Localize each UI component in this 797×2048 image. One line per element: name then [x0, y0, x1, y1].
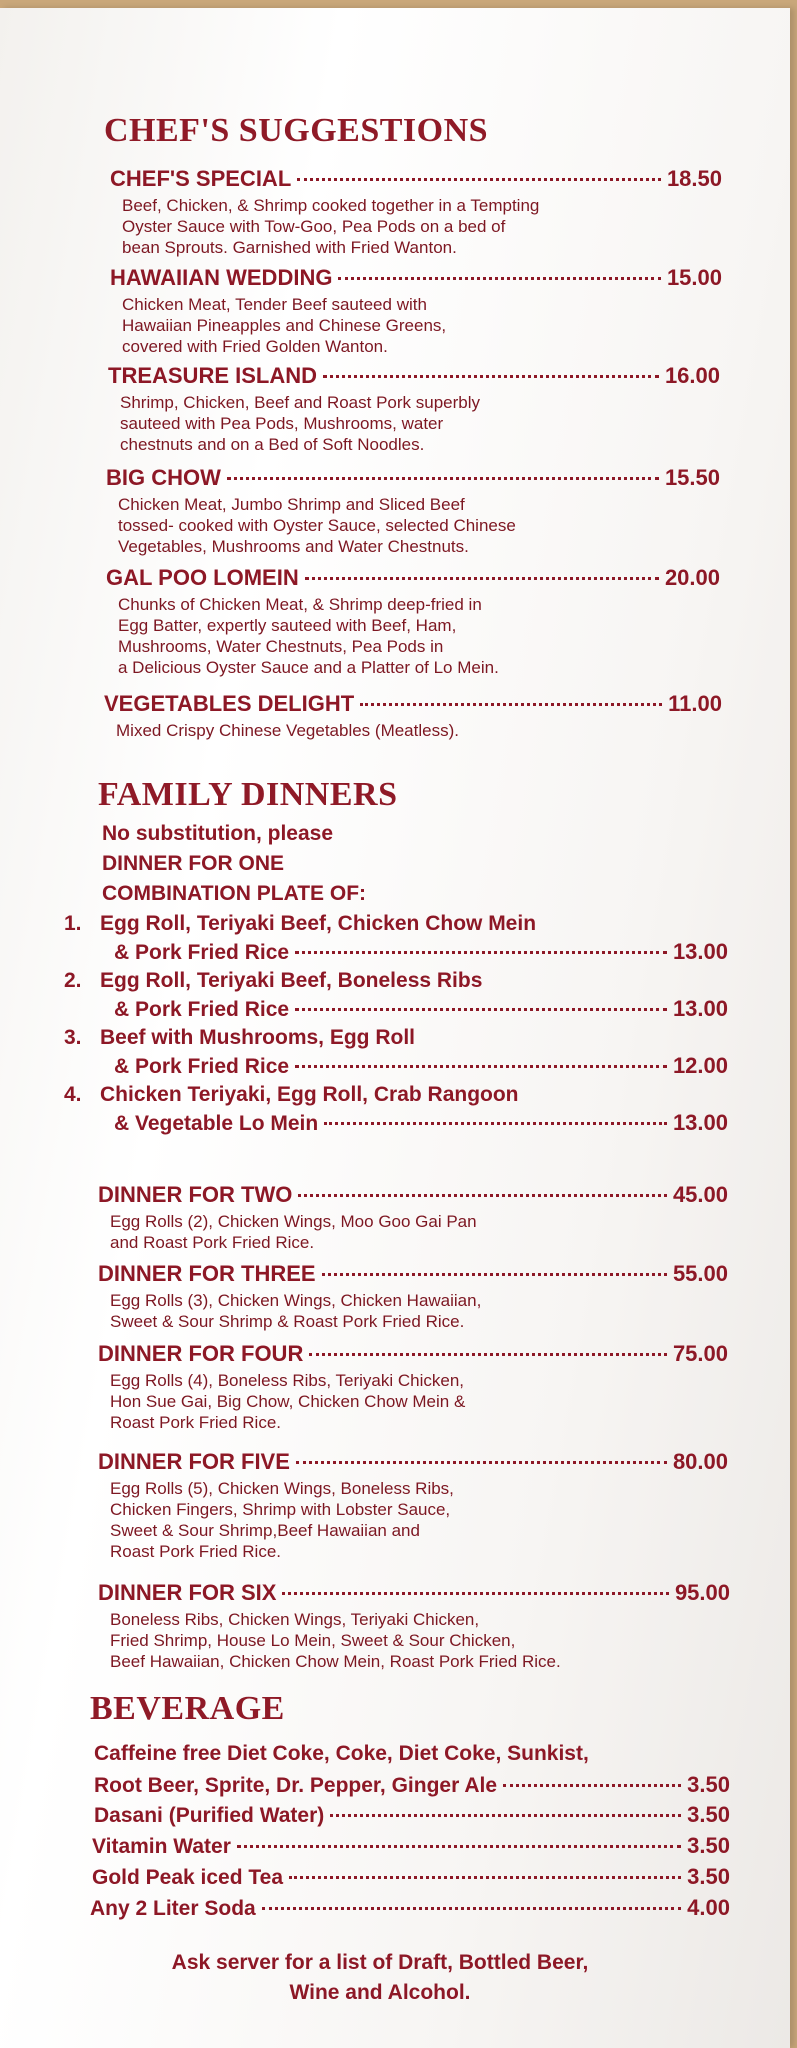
combo-price: 13.00 [672, 1110, 728, 1135]
dot-leader [309, 1353, 667, 1356]
dinner-for-three [98, 1261, 728, 1332]
combo-price: 13.00 [672, 939, 728, 964]
item-price: 15.00 [666, 265, 722, 290]
menu-item-treasure-island [108, 363, 720, 455]
beverage-item: Gold Peak iced Tea 3.50 [92, 1864, 730, 1889]
item-price: 75.00 [672, 1341, 728, 1366]
item-price: 3.50 [687, 1802, 730, 1827]
item-price: 20.00 [664, 565, 720, 590]
no-substitution-note: No substitution, please [102, 822, 334, 845]
item-name: GAL POO LOMEIN [106, 565, 299, 590]
item-price: 95.00 [674, 1580, 730, 1605]
menu-item-big-chow [106, 465, 720, 557]
combo-price: 12.00 [672, 1053, 728, 1078]
dot-leader [282, 1592, 668, 1595]
item-price: 3.50 [687, 1772, 730, 1797]
menu-page [0, 8, 790, 2048]
dinner-for-two [98, 1182, 728, 1253]
item-description: Chunks of Chicken Meat, & Shrimp deep-fried in Egg Batter, expertly sauteed with Beef, Ham, Mushrooms, Water Chestnuts, Pea Pods in a Delicious Oyster Sauce and a Platter of Lo Mein. [118, 595, 499, 677]
item-name: VEGETABLES DELIGHT [104, 691, 355, 716]
combo-line1: Chicken Teriyaki, Egg Roll, Crab Rangoon [100, 1083, 519, 1106]
combo-number: 4. [64, 1083, 82, 1106]
combo-price: 13.00 [672, 996, 728, 1021]
item-name: DINNER FOR THREE [98, 1261, 316, 1286]
dot-leader [297, 178, 661, 181]
dot-leader [305, 577, 659, 580]
combo-2 [114, 996, 728, 1022]
combination-plate-label: COMBINATION PLATE OF: [102, 882, 367, 905]
menu-item-chefs-special [110, 166, 722, 258]
dot-leader [227, 477, 659, 480]
item-price: 3.50 [687, 1833, 730, 1858]
dinner-for-six [98, 1580, 730, 1672]
menu-item-gal-poo-lomein [106, 565, 720, 678]
dot-leader [323, 375, 659, 378]
item-description: Egg Rolls (3), Chicken Wings, Chicken Hawaiian, Sweet & Sour Shrimp & Roast Pork Fried Rice. [110, 1291, 482, 1331]
combo-number: 2. [64, 969, 82, 992]
item-description: Egg Rolls (5), Chicken Wings, Boneless Ribs, Chicken Fingers, Shrimp with Lobster Sauce, Sweet & Sour Shrimp,Beef Hawaiian and Roast Pork Fried Rice. [110, 1479, 454, 1561]
item-description: Egg Rolls (2), Chicken Wings, Moo Goo Gai Pan and Roast Pork Fried Rice. [110, 1212, 477, 1252]
beverage-line: Caffeine free Diet Coke, Coke, Diet Coke, Sunkist, [94, 1742, 589, 1765]
beverage-item: Any 2 Liter Soda 4.00 [90, 1895, 730, 1920]
dot-leader [298, 1194, 667, 1197]
item-price: 15.50 [664, 465, 720, 490]
item-price: 18.50 [666, 166, 722, 191]
combo-line1: Egg Roll, Teriyaki Beef, Chicken Chow Mein [100, 912, 537, 935]
beverage-item: Dasani (Purified Water) 3.50 [94, 1802, 730, 1827]
dot-leader [295, 951, 667, 954]
dot-leader [324, 1122, 667, 1125]
beverage-item: Root Beer, Sprite, Dr. Pepper, Ginger Ale 3.50 [94, 1772, 730, 1797]
dot-leader [322, 1273, 667, 1276]
combo-line1: Egg Roll, Teriyaki Beef, Boneless Ribs [100, 969, 483, 992]
combo-number: 3. [64, 1026, 82, 1049]
dot-leader [237, 1845, 681, 1848]
dot-leader [503, 1784, 681, 1787]
menu-item-vegetables-delight [104, 691, 722, 741]
item-price: 3.50 [687, 1864, 730, 1889]
item-description: Shrimp, Chicken, Beef and Roast Pork superbly sauteed with Pea Pods, Mushrooms, water chestnuts and on a Bed of Soft Noodles. [120, 393, 481, 454]
item-price: 4.00 [687, 1895, 730, 1920]
dinner-for-one-label: DINNER FOR ONE [102, 852, 285, 875]
item-description: Boneless Ribs, Chicken Wings, Teriyaki Chicken, Fried Shrimp, House Lo Mein, Sweet & Sour Chicken, Beef Hawaiian, Chicken Chow Mein, Roast Pork Fried Rice. [110, 1610, 561, 1671]
alcohol-note: Ask server for a list of Draft, Bottled Beer, Wine and Alcohol. [171, 1951, 589, 2004]
dot-leader [338, 277, 660, 280]
dot-leader [262, 1907, 681, 1910]
dot-leader [295, 1008, 667, 1011]
beverage-item: Vitamin Water 3.50 [92, 1833, 730, 1858]
item-description: Chicken Meat, Tender Beef sauteed with Hawaiian Pineapples and Chinese Greens, covered with Fried Golden Wanton. [122, 295, 447, 356]
combo-line2: & Vegetable Lo Mein [114, 1112, 319, 1135]
combo-3 [114, 1053, 728, 1079]
dinner-for-four [98, 1341, 728, 1433]
item-price: 55.00 [672, 1261, 728, 1286]
item-name: DINNER FOR SIX [98, 1580, 277, 1605]
menu-item-hawaiian-wedding [110, 265, 722, 357]
combo-1 [114, 939, 728, 965]
item-name: DINNER FOR FOUR [98, 1341, 304, 1366]
combo-line2: & Pork Fried Rice [114, 1055, 290, 1078]
beverage-heading: BEVERAGE [90, 1690, 285, 1727]
combo-line2: & Pork Fried Rice [114, 941, 290, 964]
item-price: 80.00 [672, 1449, 728, 1474]
dot-leader [330, 1814, 681, 1817]
item-name: DINNER FOR FIVE [98, 1449, 290, 1474]
item-description: Chicken Meat, Jumbo Shrimp and Sliced Beef tossed- cooked with Oyster Sauce, selected Chinese Vegetables, Mushrooms and Water Chestnuts. [118, 495, 516, 556]
chefs-suggestions-heading: CHEF'S SUGGESTIONS [104, 112, 489, 149]
combo-line1: Beef with Mushrooms, Egg Roll [100, 1026, 416, 1049]
item-description: Mixed Crispy Chinese Vegetables (Meatless). [116, 721, 459, 740]
combo-number: 1. [64, 912, 82, 935]
dot-leader [360, 703, 662, 706]
combo-4 [114, 1110, 728, 1136]
dot-leader [289, 1876, 681, 1879]
item-name: HAWAIIAN WEDDING [110, 265, 333, 290]
combo-line2: & Pork Fried Rice [114, 998, 290, 1021]
family-dinners-heading: FAMILY DINNERS [98, 776, 398, 813]
dot-leader [295, 1065, 667, 1068]
item-price: 45.00 [672, 1182, 728, 1207]
item-name: TREASURE ISLAND [108, 363, 318, 388]
item-name: BIG CHOW [106, 465, 221, 490]
item-description: Beef, Chicken, & Shrimp cooked together in a Tempting Oyster Sauce with Tow-Goo, Pea Pods on a bed of bean Sprouts. Garnished with Fried Wanton. [122, 196, 540, 257]
dinner-for-five [98, 1449, 728, 1562]
item-price: 16.00 [664, 363, 720, 388]
item-name: CHEF'S SPECIAL [110, 166, 292, 191]
dot-leader [296, 1461, 667, 1464]
item-description: Egg Rolls (4), Boneless Ribs, Teriyaki Chicken, Hon Sue Gai, Big Chow, Chicken Chow Mein & Roast Pork Fried Rice. [110, 1371, 466, 1432]
item-name: DINNER FOR TWO [98, 1182, 293, 1207]
item-price: 11.00 [668, 691, 722, 716]
